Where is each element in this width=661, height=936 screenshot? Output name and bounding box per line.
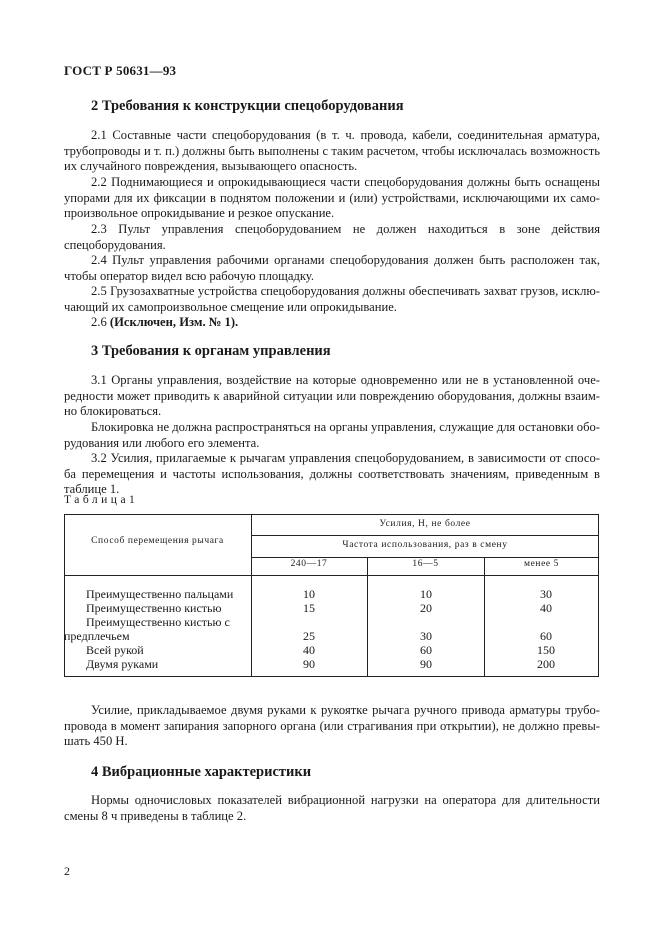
table-cell: 60: [420, 643, 432, 657]
table-cell: 150: [537, 643, 555, 657]
table-cell: 20: [420, 601, 432, 615]
table-col-freq-240-17: 240—17: [290, 559, 328, 569]
paragraph-2-5: 2.5 Грузозахватные устройства спецоборудования должны обеспечивать захват грузов, исключающий их самопроизвольное смещение или опрокидывание.: [64, 284, 600, 314]
table-right-border: [598, 514, 599, 677]
table-row-label: Всей рукой: [86, 643, 144, 657]
document-code: ГОСТ Р 50631—93: [64, 63, 177, 78]
paragraph-2-6-text: (Исключен, Изм. № 1).: [109, 315, 239, 329]
table-row-label: Преимущественно кистью: [86, 601, 222, 615]
table-cell: 90: [420, 657, 432, 671]
table-row-label: Двумя руками: [86, 657, 159, 671]
paragraph-2-6: [64, 315, 600, 331]
table-cell: 90: [303, 657, 315, 671]
paragraph-3-1-blocking: Блокировка не должна распространяться на органы управления, служащие для остановки оборудования или любого его элемента.: [64, 420, 600, 450]
paragraph-3-1: 3.1 Органы управления, воздействие на которые одновременно или не в установленной очередности может приводить к аварийной ситуации или повреждению оборудования, должны взаимно блокироваться.: [64, 373, 600, 419]
table-1: [64, 514, 599, 677]
table-cell: 200: [537, 657, 555, 671]
table-cell: 30: [420, 629, 432, 643]
table-cell: 40: [303, 643, 315, 657]
table-row-label: предплечьем: [64, 629, 130, 643]
table-cell: 40: [540, 601, 552, 615]
table-cell: 25: [303, 629, 315, 643]
table-row-label: Преимущественно кистью с: [86, 615, 230, 629]
table-cell: 30: [540, 587, 552, 601]
paragraph-2-6-number: 2.6: [91, 315, 107, 329]
table-cell: 10: [303, 587, 315, 601]
table-header-rule-2: [251, 557, 599, 558]
table-col-freq-16-5: 16—5: [412, 559, 439, 569]
section-2-heading: 2 Требования к конструкции спецоборудования: [91, 98, 404, 114]
table-header-bottom-rule: [64, 575, 599, 576]
paragraph-4-intro: Нормы одночисловых показателей вибрационной нагрузки на оператора для длительности смены 8 ч приведены в таблице 2.: [64, 793, 600, 823]
table-col-force: Усилия, Н, не более: [379, 519, 471, 529]
table-col-freq-less-5: менее 5: [523, 559, 560, 569]
table-cell: 60: [540, 629, 552, 643]
paragraph-3-2: 3.2 Усилия, прилагаемые к рычагам управления спецоборудованием, в зависимости от способа перемещения и частоты использования, должны соответствовать значениям, приведенным в таблице 1.: [64, 451, 600, 497]
page-number: 2: [64, 864, 70, 878]
table-divider-freq-2: [484, 557, 485, 677]
table-divider-freq-1: [367, 557, 368, 677]
table-row-label: Преимущественно пальцами: [86, 587, 234, 601]
paragraph-two-hand-force: Усилие, прикладываемое двумя руками к рукоятке рычага ручного привода арматуры трубопровода в момент запирания запорного органа (или страгивания при открытии), не должно превышать 450 Н.: [64, 703, 600, 749]
table-col-method: Способ перемещения рычага: [91, 536, 224, 546]
table-cell: 15: [303, 601, 315, 615]
table-divider-method: [251, 514, 252, 677]
table-header-rule-1: [251, 535, 599, 536]
table-1-caption: Таблица1: [64, 494, 139, 506]
section-3-heading: 3 Требования к органам управления: [91, 343, 331, 359]
table-cell: 10: [420, 587, 432, 601]
section-4-heading: 4 Вибрационные характеристики: [91, 764, 312, 780]
paragraph-2-1: 2.1 Составные части спецоборудования (в т. ч. провода, кабели, соединительная арматура, трубопроводы и т. п.) должны быть выполнены с таким расчетом, чтобы исключалась возможность их случайного повреждения, вызывающего опасность.: [64, 128, 600, 174]
table-bottom-rule: [64, 676, 599, 677]
paragraph-2-3: 2.3 Пульт управления спецоборудованием не должен находиться в зоне действия спецоборудования.: [64, 222, 600, 252]
table-col-frequency: Частота использования, раз в смену: [342, 540, 508, 550]
paragraph-2-4: 2.4 Пульт управления рабочими органами спецоборудования должен быть расположен так, чтобы оператор видел всю рабочую площадку.: [64, 253, 600, 283]
table-top-rule: [64, 514, 599, 515]
paragraph-2-2: 2.2 Поднимающиеся и опрокидывающиеся части спецоборудования должны быть оснащены упорами для их фиксации в поднятом положении и (или) устройствами, исключающими их самопроизвольное опрокидывание и резкое опускание.: [64, 175, 600, 221]
